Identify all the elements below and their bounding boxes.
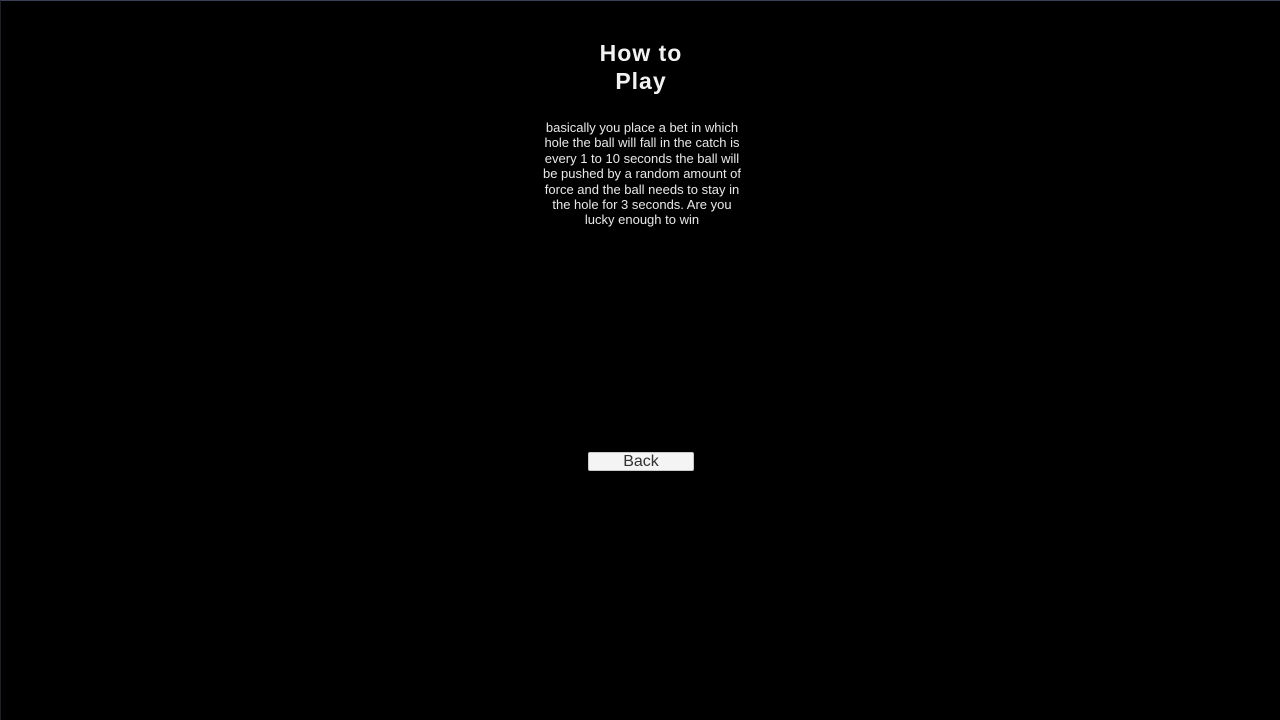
page-title (541, 39, 741, 95)
title-line-1: How to (599, 40, 683, 66)
title-line-2: Play (615, 68, 667, 94)
back-button[interactable]: Back (588, 452, 694, 471)
instructions-text: basically you place a bet in which hole the ball will fall in the catch is every 1 to 10 seconds the ball will be pushed by a random amount of force and the ball needs to stay in the hole for 3 seconds. Are you lucky enough to win (542, 120, 742, 228)
